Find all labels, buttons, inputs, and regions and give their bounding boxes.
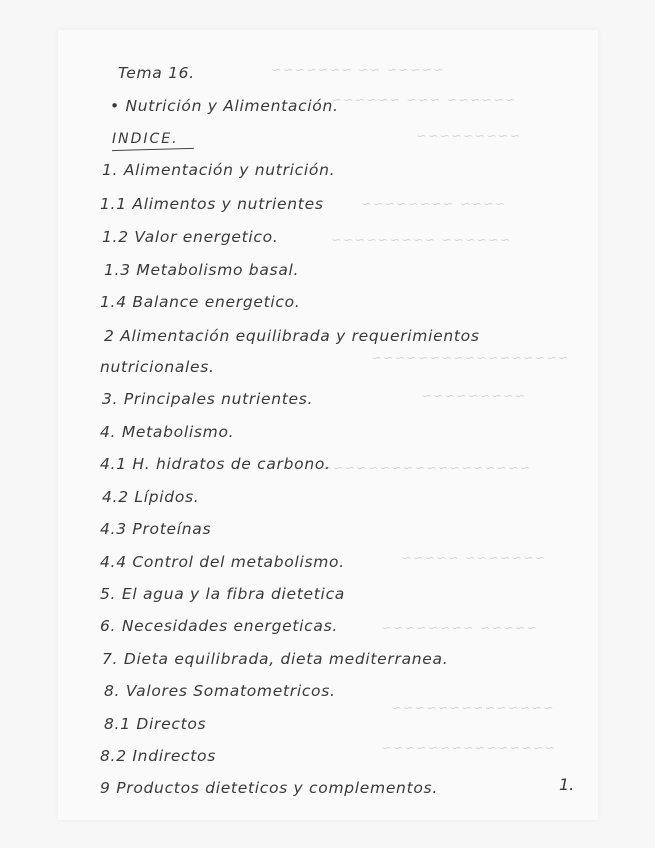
index-item-text: Valor energetico.	[134, 228, 279, 246]
index-item-text: Alimentos y nutrientes	[132, 195, 324, 213]
index-item	[100, 455, 331, 473]
index-item-number: 8.	[104, 682, 121, 700]
index-item	[104, 327, 480, 345]
index-item	[102, 228, 278, 246]
index-item-text: Necesidades energeticas.	[121, 617, 338, 635]
index-heading: INDICE.	[112, 131, 179, 147]
index-item-number: 1.	[102, 161, 119, 179]
index-item-text: Proteínas	[132, 520, 212, 538]
index-item-number: 1.4	[100, 293, 127, 311]
index-item	[102, 390, 313, 408]
index-item	[104, 715, 206, 733]
index-item-number: 1.1	[100, 195, 127, 213]
index-item-number: 4.4	[100, 553, 127, 571]
index-item-text: Alimentación y nutrición.	[123, 161, 336, 179]
index-item	[102, 488, 199, 506]
index-item	[102, 650, 448, 668]
index-item-text: Alimentación equilibrada y requerimientos	[120, 327, 480, 345]
index-item-number: 4.3	[100, 520, 127, 538]
bleed-through-mark: ~~~~~~~ ~~~~~	[400, 550, 546, 565]
index-item	[100, 585, 345, 603]
index-item	[100, 617, 338, 635]
index-item	[100, 779, 438, 797]
index-item-text: H. hidratos de carbono.	[132, 455, 331, 473]
index-item-number: 8.2	[100, 747, 127, 765]
index-item-text: Metabolismo basal.	[136, 261, 300, 279]
index-item-number: 5.	[100, 585, 117, 603]
bleed-through-mark: ~~~~~~~~~~~~~~~~~	[370, 350, 569, 365]
index-item-text: Dieta equilibrada, dieta mediterranea.	[123, 650, 449, 668]
index-item-number: 9	[100, 779, 111, 797]
bleed-through-mark: ~~~~~~~~~~~~~~~~~~	[320, 460, 531, 475]
index-item	[100, 747, 216, 765]
bleed-through-mark: ~~~~ ~~~~~~~~	[360, 196, 506, 211]
index-item	[104, 682, 336, 700]
bleed-through-mark: ~~~~~ ~~~~~~~~	[380, 620, 537, 635]
index-item	[102, 161, 335, 179]
bleed-through-mark: ~~~~~~~~~~~~~~	[390, 700, 554, 715]
index-item-text: Principales nutrientes.	[123, 390, 314, 408]
topic-title: Tema 16.	[118, 64, 195, 82]
topic-subtitle: • Nutrición y Alimentación.	[110, 97, 339, 115]
index-item-text: Metabolismo.	[121, 423, 235, 441]
bleed-through-mark: ~~~~~~ ~~~~~~~~~	[330, 232, 511, 247]
index-item-number: 4.2	[102, 488, 129, 506]
index-item-text: Indirectos	[132, 747, 217, 765]
index-item-number: 1.2	[102, 228, 129, 246]
index-item	[104, 261, 299, 279]
bleed-through-mark: ~~~~~~ ~~~ ~~~~~~	[330, 92, 516, 107]
index-item-number: 6.	[100, 617, 117, 635]
bleed-through-mark: ~~~~~~~~~~~~~~~	[380, 740, 556, 755]
index-item-text: El agua y la fibra dietetica	[121, 585, 345, 603]
page-number: 1.	[559, 775, 575, 794]
bleed-through-mark: ~~~~~ ~~ ~~~~~~~	[270, 62, 444, 77]
index-item	[100, 293, 300, 311]
bleed-through-mark: ~~~~~~~~~	[415, 128, 521, 143]
index-item-number: 4.1	[100, 455, 127, 473]
index-item-text: Directos	[136, 715, 207, 733]
index-item-text: Productos dieteticos y complementos.	[116, 779, 438, 797]
index-item-text: Valores Somatometricos.	[125, 682, 336, 700]
index-item	[100, 195, 324, 213]
index-item	[100, 553, 345, 571]
index-item-number: 1.3	[104, 261, 131, 279]
bleed-through-mark: ~~~~~~~~~	[420, 388, 526, 403]
index-item-number: 8.1	[104, 715, 131, 733]
index-item	[100, 358, 215, 376]
index-item-text: Balance energetico.	[132, 293, 301, 311]
index-item-number: 7.	[102, 650, 119, 668]
index-item-text: Control del metabolismo.	[132, 553, 345, 571]
index-item-number: 4.	[100, 423, 117, 441]
index-item	[100, 520, 211, 538]
index-item-text: Lípidos.	[134, 488, 200, 506]
index-item-number: 2	[104, 327, 115, 345]
index-item-text: nutricionales.	[100, 358, 215, 376]
index-item-number: 3.	[102, 390, 119, 408]
index-item	[100, 423, 234, 441]
